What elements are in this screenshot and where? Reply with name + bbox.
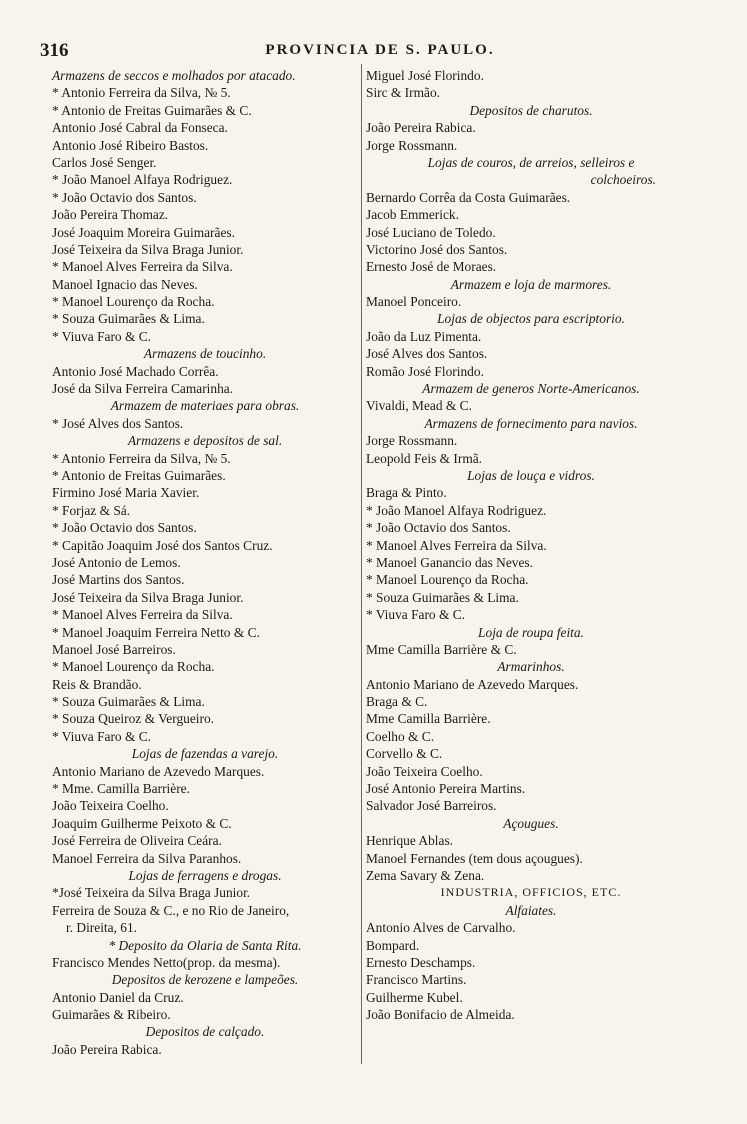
listing-entry: Manoel Fernandes (tem dous açougues).	[366, 850, 583, 866]
listing-entry: * João Manoel Alfaya Rodriguez.	[366, 502, 547, 518]
listing-entry: * Manoel Ganancio das Neves.	[366, 554, 533, 570]
listing-entry: Henrique Ablas.	[366, 833, 454, 849]
listing-entry: * João Octavio dos Santos.	[52, 189, 197, 205]
listing-entry: * Antonio de Freitas Guimarães & C.	[52, 102, 252, 118]
listing-entry: José Luciano de Toledo.	[366, 224, 496, 240]
right-column	[366, 67, 696, 1023]
category-heading: Lojas de louça e vidros.	[467, 467, 595, 483]
listing-entry: Salvador José Barreiros.	[366, 798, 497, 814]
listing-entry: Bompard.	[366, 937, 420, 953]
listing-entry: * Manoel Lourenço da Rocha.	[366, 572, 529, 588]
listing-entry: * Manoel Alves Ferreira da Silva.	[366, 537, 547, 553]
listing-entry: * Souza Queiroz & Vergueiro.	[52, 711, 215, 727]
listing-entry: Manoel Ferreira da Silva Paranhos.	[52, 850, 242, 866]
listing-entry: Bernardo Corrêa da Costa Guimarães.	[366, 189, 571, 205]
listing-entry: * Viuva Faro & C.	[366, 607, 466, 623]
listing-entry: * Souza Guimarães & Lima.	[52, 311, 205, 327]
listing-entry: Vivaldi, Mead & C.	[366, 398, 472, 414]
listing-entry: José Joaquim Moreira Guimarães.	[52, 224, 235, 240]
listing-entry: * Souza Guimarães & Lima.	[366, 589, 519, 605]
category-heading: Armazens e depositos de sal.	[127, 433, 283, 449]
listing-entry: Mme Camilla Barrière.	[366, 711, 491, 727]
listing-entry: * Antonio de Freitas Guimarães.	[52, 467, 226, 483]
category-heading: Alfaiates.	[505, 902, 557, 918]
listing-entry: * Viuva Faro & C.	[52, 728, 152, 744]
listing-entry: Ernesto Deschamps.	[366, 954, 476, 970]
category-heading: Depositos de calçado.	[145, 1024, 265, 1040]
listing-entry: José Teixeira da Silva Braga Junior.	[52, 241, 244, 257]
listing-entry: Carlos José Senger.	[52, 154, 157, 170]
listing-entry: * Forjaz & Sá.	[52, 502, 131, 518]
listing-entry: * Viuva Faro & C.	[52, 328, 152, 344]
category-heading: Açougues.	[503, 815, 559, 831]
listing-entry: João Teixeira Coelho.	[52, 798, 169, 814]
category-heading: Armazens de toucinho.	[143, 346, 267, 362]
category-heading-continued: colchoeiros.	[590, 172, 656, 188]
column-divider	[361, 64, 362, 1064]
category-heading: Lojas de couros, de arreios, selleiros e	[427, 154, 635, 170]
listing-entry: Jorge Rossmann.	[366, 433, 458, 449]
listing-entry: Jorge Rossmann.	[366, 137, 458, 153]
listing-entry: * Manoel Lourenço da Rocha.	[52, 294, 215, 310]
page-number: 316	[40, 40, 69, 61]
category-heading: Armazem e loja de marmores.	[450, 276, 612, 292]
category-heading: Armazens de seccos e molhados por atacado.	[52, 68, 296, 83]
listing-entry: Braga & Pinto.	[366, 485, 447, 501]
listing-entry: João da Luz Pimenta.	[366, 328, 482, 344]
listing-entry: Coelho & C.	[366, 728, 435, 744]
listing-entry: Antonio Mariano de Azevedo Marques.	[366, 676, 579, 692]
listing-entry: Sirc & Irmão.	[366, 85, 441, 101]
listing-entry: Leopold Feis & Irmã.	[366, 450, 483, 466]
listing-entry: * João Octavio dos Santos.	[366, 520, 511, 536]
listing-entry: * Manoel Lourenço da Rocha.	[52, 659, 215, 675]
listing-entry: José Alves dos Santos.	[366, 346, 488, 362]
listing-entry: * Mme. Camilla Barrière.	[52, 781, 190, 797]
listing-entry: Victorino José dos Santos.	[366, 241, 508, 257]
listing-entry: Reis & Brandão.	[52, 676, 142, 692]
listing-entry: * Manoel Alves Ferreira da Silva.	[52, 259, 233, 275]
category-heading: Lojas de objectos para escriptorio.	[437, 311, 625, 327]
listing-entry: João Teixeira Coelho.	[366, 763, 483, 779]
listing-entry: * Antonio Ferreira da Silva, № 5.	[52, 85, 231, 101]
page-header	[40, 40, 720, 66]
listing-entry: Antonio José Machado Corrêa.	[52, 363, 219, 379]
listing-entry: Francisco Martins.	[366, 972, 467, 988]
listing-entry: Guimarães & Ribeiro.	[52, 1007, 171, 1023]
listing-entry: * João Manoel Alfaya Rodriguez.	[52, 172, 233, 188]
category-heading: Armazem de materiaes para obras.	[110, 398, 300, 414]
listing-entry: Corvello & C.	[366, 746, 443, 762]
category-heading: Depositos de kerozene e lampeões.	[111, 972, 299, 988]
category-heading: Armazem de generos Norte-Americanos.	[422, 381, 640, 397]
listing-entry: José Antonio Pereira Martins.	[366, 781, 526, 797]
listing-entry: Antonio José Ribeiro Bastos.	[52, 137, 209, 153]
listing-entry: * Souza Guimarães & Lima.	[52, 694, 205, 710]
listing-entry: José Teixeira da Silva Braga Junior.	[52, 589, 244, 605]
listing-entry: * José Alves dos Santos.	[52, 415, 184, 431]
listing-entry: Guilherme Kubel.	[366, 989, 463, 1005]
page-title: PROVINCIA DE S. PAULO.	[265, 42, 495, 58]
listing-entry: Mme Camilla Barrière & C.	[366, 641, 517, 657]
listing-entry: João Bonifacio de Almeida.	[366, 1007, 515, 1023]
listing-entry: Miguel José Florindo.	[366, 68, 484, 83]
category-heading: Loja de roupa feita.	[478, 624, 584, 640]
left-column	[52, 67, 358, 1058]
listing-entry: Francisco Mendes Netto(prop. da mesma).	[52, 954, 281, 970]
listing-entry: João Pereira Thomaz.	[52, 207, 169, 223]
listing-entry: Manoel Ponceiro.	[366, 294, 462, 310]
listing-entry: José Antonio de Lemos.	[52, 554, 181, 570]
listing-entry: Ernesto José de Moraes.	[366, 259, 497, 275]
listing-entry: Antonio Daniel da Cruz.	[52, 989, 184, 1005]
listing-entry: Firmino José Maria Xavier.	[52, 485, 200, 501]
listing-entry: Zema Savary & Zena.	[366, 867, 485, 883]
listing-entry: * Capitão Joaquim José dos Santos Cruz.	[52, 537, 273, 553]
listing-continued: r. Direita, 61.	[66, 920, 138, 936]
category-heading: Lojas de ferragens e drogas.	[128, 867, 282, 883]
category-heading: Armarinhos.	[497, 659, 565, 675]
listing-entry: Antonio José Cabral da Fonseca.	[52, 120, 228, 136]
category-heading: Lojas de fazendas a varejo.	[131, 746, 279, 762]
listing-entry: * João Octavio dos Santos.	[52, 520, 197, 536]
listing-entry: Ferreira de Souza & C., e no Rio de Janeiro,	[52, 902, 290, 918]
category-heading: Armazens de fornecimento para navios.	[424, 415, 638, 431]
listing-entry: Antonio Mariano de Azevedo Marques.	[52, 763, 265, 779]
listing-entry: Antonio Alves de Carvalho.	[366, 920, 516, 936]
listing-entry: * Manoel Joaquim Ferreira Netto & C.	[52, 624, 260, 640]
listing-entry: Jacob Emmerick.	[366, 207, 459, 223]
listing-entry: Manoel Ignacio das Neves.	[52, 276, 198, 292]
listing-entry: José Martins dos Santos.	[52, 572, 185, 588]
listing-entry: Romão José Florindo.	[366, 363, 484, 379]
listing-entry: Joaquim Guilherme Peixoto & C.	[52, 815, 232, 831]
listing-entry: José Ferreira de Oliveira Ceára.	[52, 833, 222, 849]
category-heading: * Deposito da Olaria de Santa Rita.	[108, 937, 302, 953]
listing-entry: Braga & C.	[366, 694, 428, 710]
listing-entry: * Antonio Ferreira da Silva, № 5.	[52, 450, 231, 466]
listing-entry: José da Silva Ferreira Camarinha.	[52, 381, 234, 397]
section-heading: INDUSTRIA, OFFICIOS, ETC.	[440, 885, 622, 900]
listing-entry: * Manoel Alves Ferreira da Silva.	[52, 607, 233, 623]
listing-entry: *José Teixeira da Silva Braga Junior.	[52, 885, 251, 901]
listing-entry: Manoel José Barreiros.	[52, 641, 176, 657]
listing-entry: João Pereira Rabica.	[366, 120, 476, 136]
listing-entry: João Pereira Rabica.	[52, 1041, 162, 1057]
category-heading: Depositos de charutos.	[469, 102, 593, 118]
